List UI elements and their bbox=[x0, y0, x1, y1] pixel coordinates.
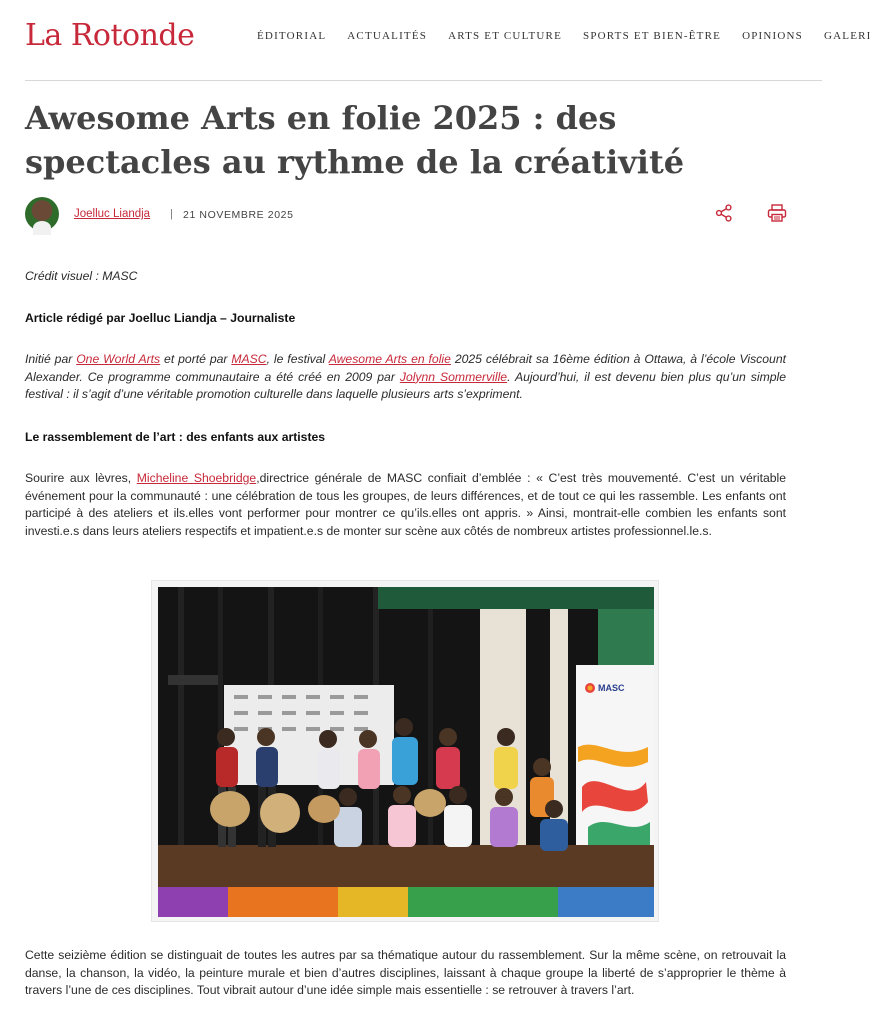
main-nav bbox=[257, 30, 872, 42]
nav-item-editorial[interactable]: ÉDITORIAL bbox=[257, 30, 327, 42]
link-micheline-shoebridge[interactable]: Micheline Shoebridge bbox=[136, 471, 257, 485]
print-icon[interactable] bbox=[767, 204, 787, 222]
link-one-world-arts[interactable]: One World Arts bbox=[76, 352, 161, 366]
article-intro: Initié par One World Arts et porté par MASC, le festival Awesome Arts en folie 2025 célébrait sa 16ème édition à Ottawa, à l’école Viscount Alexander. Ce programme communautaire a été créé en 2009 par Jolynn Sommerville. Aujourd’hui, il est devenu bien plus qu’un simple festival : il s’agit d’une véritable promotion culturelle dans laquelle plusieurs arts s’expriment. bbox=[25, 352, 786, 402]
author-link[interactable]: Joelluc Liandja bbox=[74, 208, 151, 220]
nav-item-arts-culture[interactable]: ARTS ET CULTURE bbox=[448, 30, 562, 42]
link-masc[interactable]: MASC bbox=[231, 352, 267, 366]
stage-photo-image bbox=[158, 587, 654, 917]
byline bbox=[25, 197, 795, 233]
nav-item-sports[interactable]: SPORTS ET BIEN-ÊTRE bbox=[583, 30, 722, 42]
publish-date: 21 NOVEMBRE 2025 bbox=[183, 209, 294, 221]
photo-credit: Crédit visuel : MASC bbox=[25, 269, 138, 283]
article-author-note: Article rédigé par Joelluc Liandja – Journaliste bbox=[25, 311, 296, 325]
link-jolynn-sommerville[interactable]: Jolynn Sommerville bbox=[399, 369, 508, 384]
nav-item-actualites[interactable]: ACTUALITÉS bbox=[347, 30, 428, 42]
nav-item-opinions[interactable]: OPINIONS bbox=[742, 30, 803, 42]
byline-separator: | bbox=[170, 208, 173, 220]
site-logo[interactable]: La Rotonde bbox=[25, 18, 195, 53]
author-avatar[interactable] bbox=[25, 197, 59, 231]
header-divider bbox=[25, 80, 822, 81]
share-icon[interactable] bbox=[715, 204, 733, 222]
article-photo[interactable] bbox=[151, 580, 659, 922]
article-body-2: Cette seizième édition se distinguait de toutes les autres par sa thématique autour du rassemblement. Sur la même scène, on retrouvait la danse, la chanson, la vidéo, la peinture murale et bien d’autres disciplines, laissant à chaque groupe la liberté de s’approprier le thème à travers l’une de ces disciplines. Tout vibrait autour d’une idée simple mais essentielle : se retrouver à travers l’art. bbox=[25, 948, 786, 998]
article-title: Awesome Arts en folie 2025 : des spectacles au rythme de la créativité bbox=[25, 99, 685, 181]
link-awesome-arts[interactable]: Awesome Arts en folie bbox=[328, 352, 451, 366]
nav-item-galerie[interactable]: GALERI bbox=[824, 30, 872, 42]
site-header bbox=[0, 0, 872, 80]
article-body-1: Sourire aux lèvres, Micheline Shoebridge,directrice générale de MASC confiait d’emblée : « C’est très mouvementé. C’est un véritable événement pour la communauté : une célébration de tous les groupes, de leurs différences, et de tout ce qui les rassemble. Les enfants ont participé à des ateliers et ils.elles vont performer pour montrer ce qu’ils.elles ont appris. » Ainsi, montrait-elle combien les enfants sont investi.e.s dans leurs ateliers respectifs et impatient.e.s de monter sur scène aux côtés de nombreux artistes professionnel.le.s. bbox=[25, 471, 786, 538]
section-heading: Le rassemblement de l’art : des enfants aux artistes bbox=[25, 430, 326, 444]
banner-brand: MASC bbox=[598, 683, 625, 693]
